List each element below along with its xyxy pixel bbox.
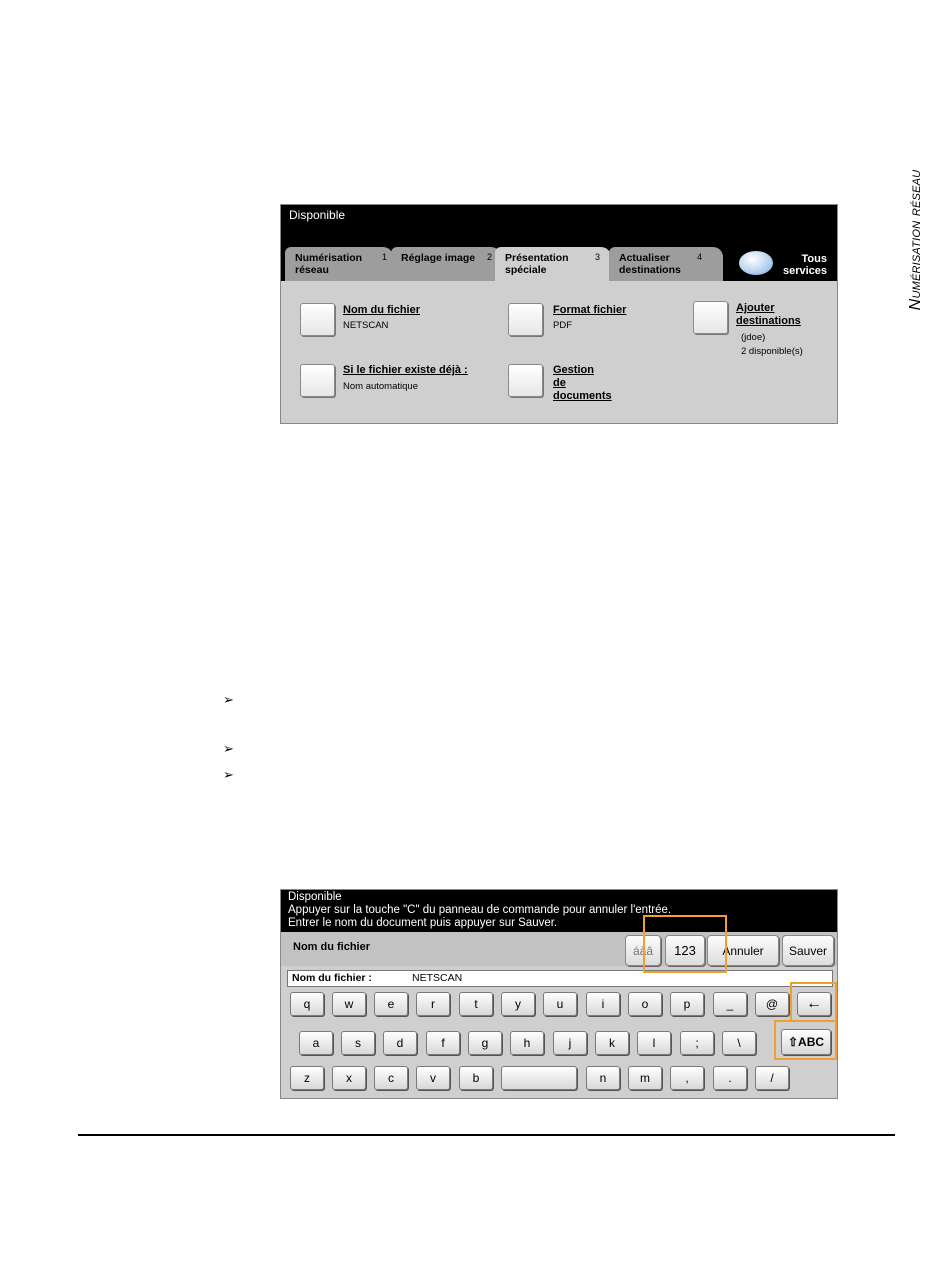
key-h[interactable]: h — [510, 1031, 544, 1055]
key-c[interactable]: c — [374, 1066, 408, 1090]
key-s[interactable]: s — [341, 1031, 375, 1055]
screen-header — [281, 205, 837, 281]
add-destinations-user: (jdoe) — [741, 332, 766, 343]
filename-field[interactable] — [287, 970, 833, 987]
tab-number: 1 — [382, 252, 388, 262]
tab-special-layout[interactable] — [495, 247, 611, 283]
tab-number: 4 — [697, 252, 703, 262]
key-semicolon[interactable]: ; — [680, 1031, 714, 1055]
key-i[interactable]: i — [586, 992, 620, 1016]
key-u[interactable]: u — [543, 992, 577, 1016]
add-destinations-title-line1: Ajouter — [736, 302, 775, 314]
filename-button[interactable] — [300, 303, 335, 336]
chapter-side-title-text: Numérisation réseau — [907, 169, 924, 311]
status-text: Disponible — [288, 891, 342, 903]
key-o[interactable]: o — [628, 992, 662, 1016]
all-services-label-line2: services — [782, 265, 827, 277]
tab-label-line1: Numérisation — [295, 252, 363, 264]
instruction-line1: Appuyer sur la touche "C" du panneau de commande pour annuler l'entrée. — [288, 904, 672, 916]
add-destinations-title — [736, 302, 801, 328]
screen-special-layout — [280, 204, 838, 424]
document-management-title-line2: de — [553, 377, 566, 389]
bullet-marker: ➢ — [223, 767, 234, 782]
key-w[interactable]: w — [332, 992, 366, 1016]
document-management-title — [553, 364, 612, 403]
filename-field-value: NETSCAN — [412, 972, 463, 984]
add-destinations-title-line2: destinations — [736, 315, 801, 327]
tab-label-line2: destinations — [619, 264, 681, 276]
key-b[interactable]: b — [459, 1066, 493, 1090]
shift-abc-key[interactable]: ⇧ABC — [781, 1029, 831, 1055]
tab-number: 2 — [487, 252, 493, 262]
document-management-title-line1: Gestion — [553, 364, 594, 376]
filename-value: NETSCAN — [343, 320, 389, 331]
key-slash[interactable]: / — [755, 1066, 789, 1090]
document-management-button[interactable] — [508, 364, 543, 397]
key-q[interactable]: q — [290, 992, 324, 1016]
filename-field-label: Nom du fichier : — [292, 972, 372, 984]
tab-network-scan[interactable] — [285, 247, 393, 281]
all-services-label — [779, 253, 827, 277]
all-services-label-line1: Tous — [801, 253, 827, 265]
numbers-button[interactable]: 123 — [665, 935, 705, 966]
if-file-exists-button[interactable] — [300, 364, 335, 397]
backspace-key[interactable]: ← — [797, 992, 831, 1016]
key-t[interactable]: t — [459, 992, 493, 1016]
key-y[interactable]: y — [501, 992, 535, 1016]
tab-number: 3 — [595, 252, 601, 262]
key-j[interactable]: j — [553, 1031, 587, 1055]
tab-label-line2: spéciale — [505, 264, 547, 276]
all-services-icon — [739, 251, 773, 275]
tab-label-line1: Actualiser — [619, 252, 670, 264]
key-period[interactable]: . — [713, 1066, 747, 1090]
key-a[interactable]: a — [299, 1031, 333, 1055]
key-x[interactable]: x — [332, 1066, 366, 1090]
add-destinations-button[interactable] — [693, 301, 728, 334]
key-r[interactable]: r — [416, 992, 450, 1016]
status-text: Disponible — [289, 208, 346, 222]
tab-label-line1: Réglage image — [401, 252, 476, 264]
key-z[interactable]: z — [290, 1066, 324, 1090]
key-l[interactable]: l — [637, 1031, 671, 1055]
key-comma[interactable]: , — [670, 1066, 704, 1090]
tab-label-line2: réseau — [295, 264, 329, 276]
tab-image-settings[interactable] — [391, 247, 501, 281]
space-key[interactable] — [501, 1066, 577, 1090]
footer-divider — [78, 1134, 895, 1136]
filename-title: Nom du fichier — [343, 304, 421, 316]
if-file-exists-title: Si le fichier existe déjà : — [343, 364, 468, 376]
key-at[interactable]: @ — [755, 992, 789, 1016]
key-e[interactable]: e — [374, 992, 408, 1016]
file-format-button[interactable] — [508, 303, 543, 336]
document-management-title-line3: documents — [553, 390, 612, 402]
key-k[interactable]: k — [595, 1031, 629, 1055]
bullet-marker: ➢ — [223, 692, 234, 707]
all-services-button[interactable] — [739, 251, 831, 279]
keyboard-title: Nom du fichier — [293, 941, 371, 953]
key-n[interactable]: n — [586, 1066, 620, 1090]
file-format-title: Format fichier — [553, 304, 627, 316]
keyboard-toolbar — [281, 932, 837, 966]
key-p[interactable]: p — [670, 992, 704, 1016]
save-button[interactable]: Sauver — [782, 935, 834, 966]
key-backslash[interactable]: \ — [722, 1031, 756, 1055]
file-format-value: PDF — [553, 320, 572, 331]
screen-header — [281, 890, 837, 932]
key-m[interactable]: m — [628, 1066, 662, 1090]
bullet-marker: ➢ — [223, 741, 234, 756]
key-v[interactable]: v — [416, 1066, 450, 1090]
tab-label-line1: Présentation — [505, 252, 569, 264]
accents-button[interactable]: áàâ — [625, 935, 661, 966]
if-file-exists-value: Nom automatique — [343, 381, 418, 392]
key-g[interactable]: g — [468, 1031, 502, 1055]
chapter-side-title — [896, 120, 936, 360]
key-f[interactable]: f — [426, 1031, 460, 1055]
key-d[interactable]: d — [383, 1031, 417, 1055]
instruction-line2: Entrer le nom du document puis appuyer sur Sauver. — [288, 917, 558, 929]
tab-refresh-destinations[interactable] — [609, 247, 723, 281]
key-underscore[interactable]: _ — [713, 992, 747, 1016]
screen-filename-keyboard — [280, 889, 838, 1099]
cancel-button[interactable]: Annuler — [707, 935, 779, 966]
add-destinations-available: 2 disponible(s) — [741, 346, 803, 357]
